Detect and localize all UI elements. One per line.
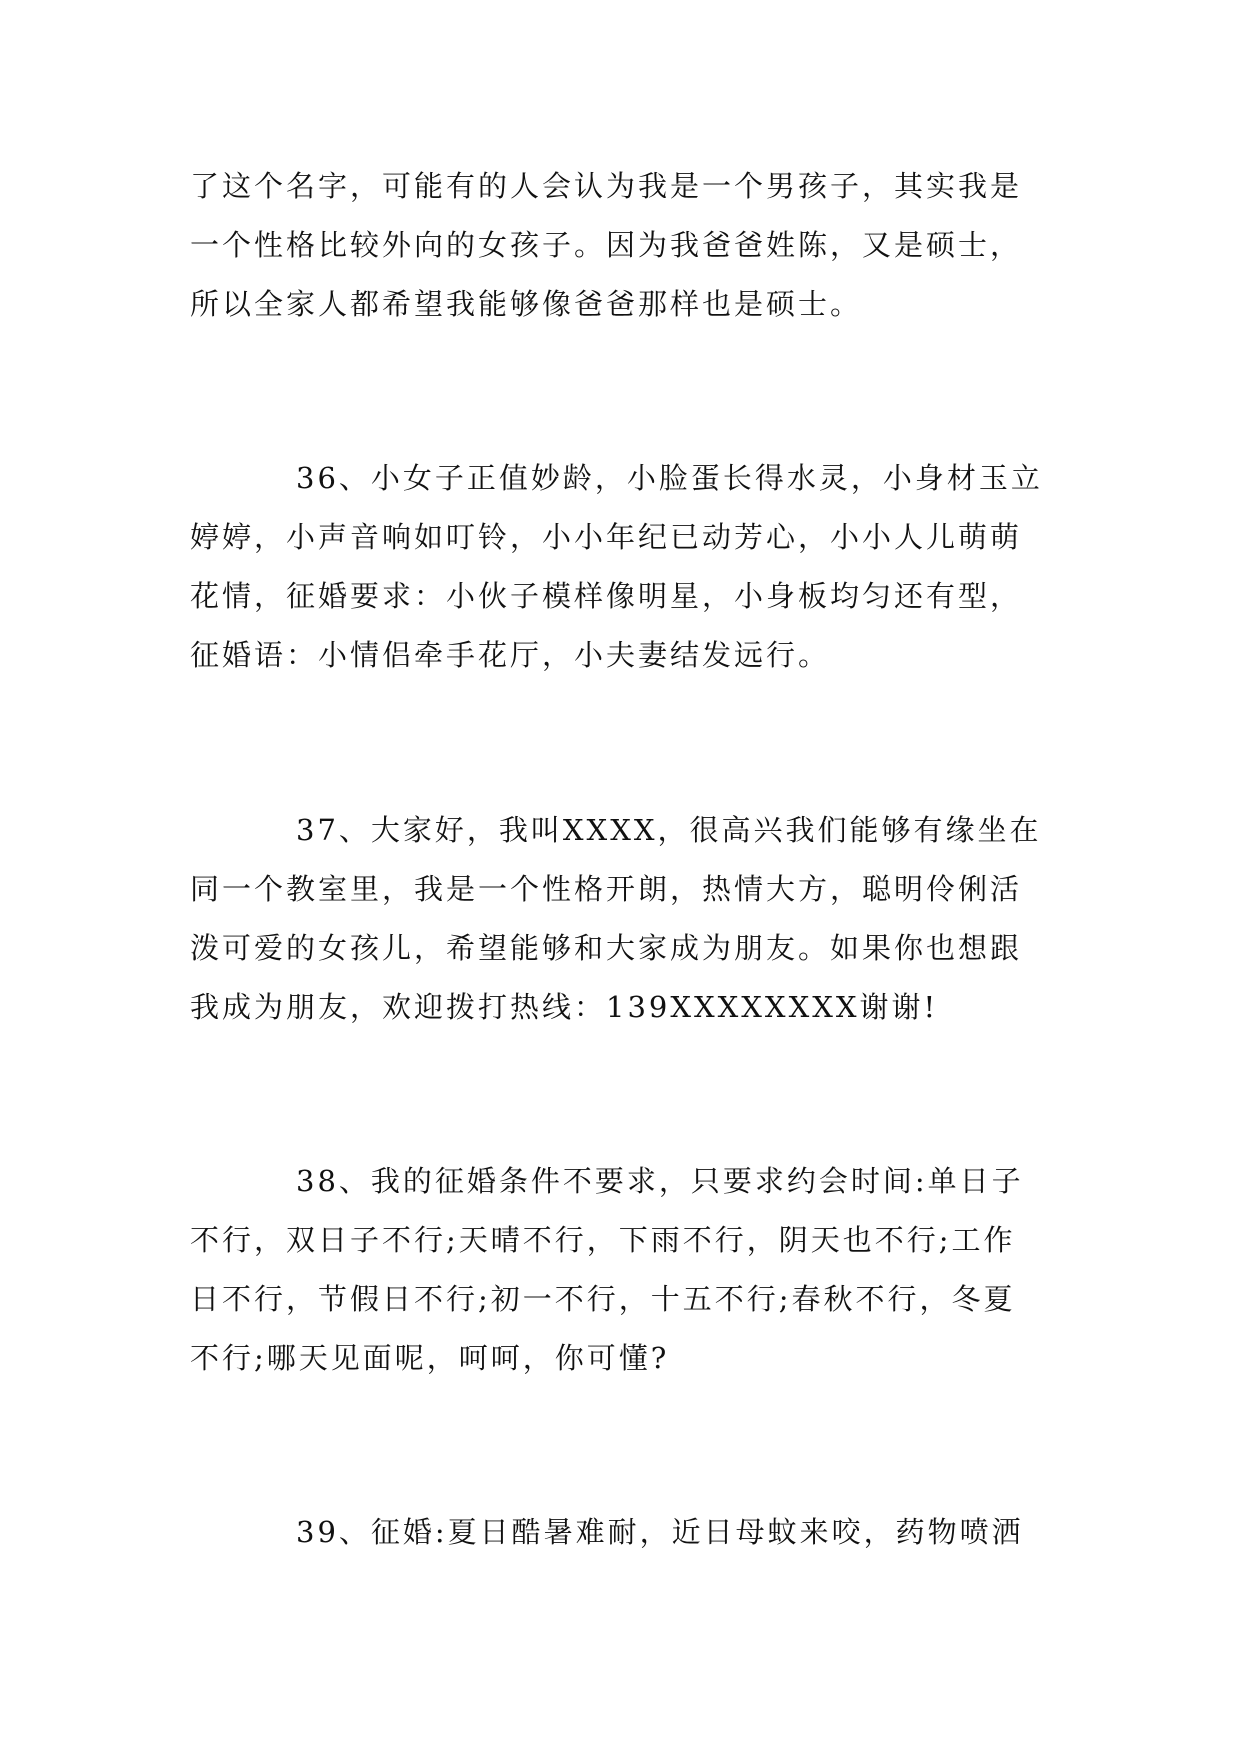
text-line: 征婚语：小情侣牵手花厅，小夫妻结发远行。 xyxy=(190,638,831,672)
text-line: 36、小女子正值妙龄，小脸蛋长得水灵，小身材玉立 xyxy=(296,461,1043,495)
text-line: 39、征婚:夏日酷暑难耐，近日母蚊来咬，药物喷洒 xyxy=(296,1515,1024,1549)
text-line: 我成为朋友，欢迎拨打热线：139XXXXXXXX谢谢! xyxy=(190,990,939,1024)
text-line: 了这个名字，可能有的人会认为我是一个男孩子，其实我是 xyxy=(190,169,1023,203)
text-line: 37、大家好，我叫XXXX，很高兴我们能够有缘坐在 xyxy=(296,813,1042,847)
text-line: 所以全家人都希望我能够像爸爸那样也是硕士。 xyxy=(190,287,863,321)
text-line: 38、我的征婚条件不要求，只要求约会时间:单日子 xyxy=(296,1164,1024,1198)
text-line: 同一个教室里，我是一个性格开朗，热情大方，聪明伶俐活 xyxy=(190,872,1023,906)
text-line: 花情，征婚要求：小伙子模样像明星，小身板均匀还有型， xyxy=(190,579,1023,613)
text-line: 婷婷，小声音响如叮铃，小小年纪已动芳心，小小人儿萌萌 xyxy=(190,520,1023,554)
text-line: 一个性格比较外向的女孩子。因为我爸爸姓陈，又是硕士， xyxy=(190,228,1023,262)
text-line: 泼可爱的女孩儿，希望能够和大家成为朋友。如果你也想跟 xyxy=(190,931,1023,965)
text-line: 不行;哪天见面呢，呵呵，你可懂? xyxy=(190,1341,670,1375)
text-line: 不行，双日子不行;天晴不行，下雨不行，阴天也不行;工作 xyxy=(190,1223,1016,1257)
text-line: 日不行，节假日不行;初一不行，十五不行;春秋不行，冬夏 xyxy=(190,1282,1016,1316)
